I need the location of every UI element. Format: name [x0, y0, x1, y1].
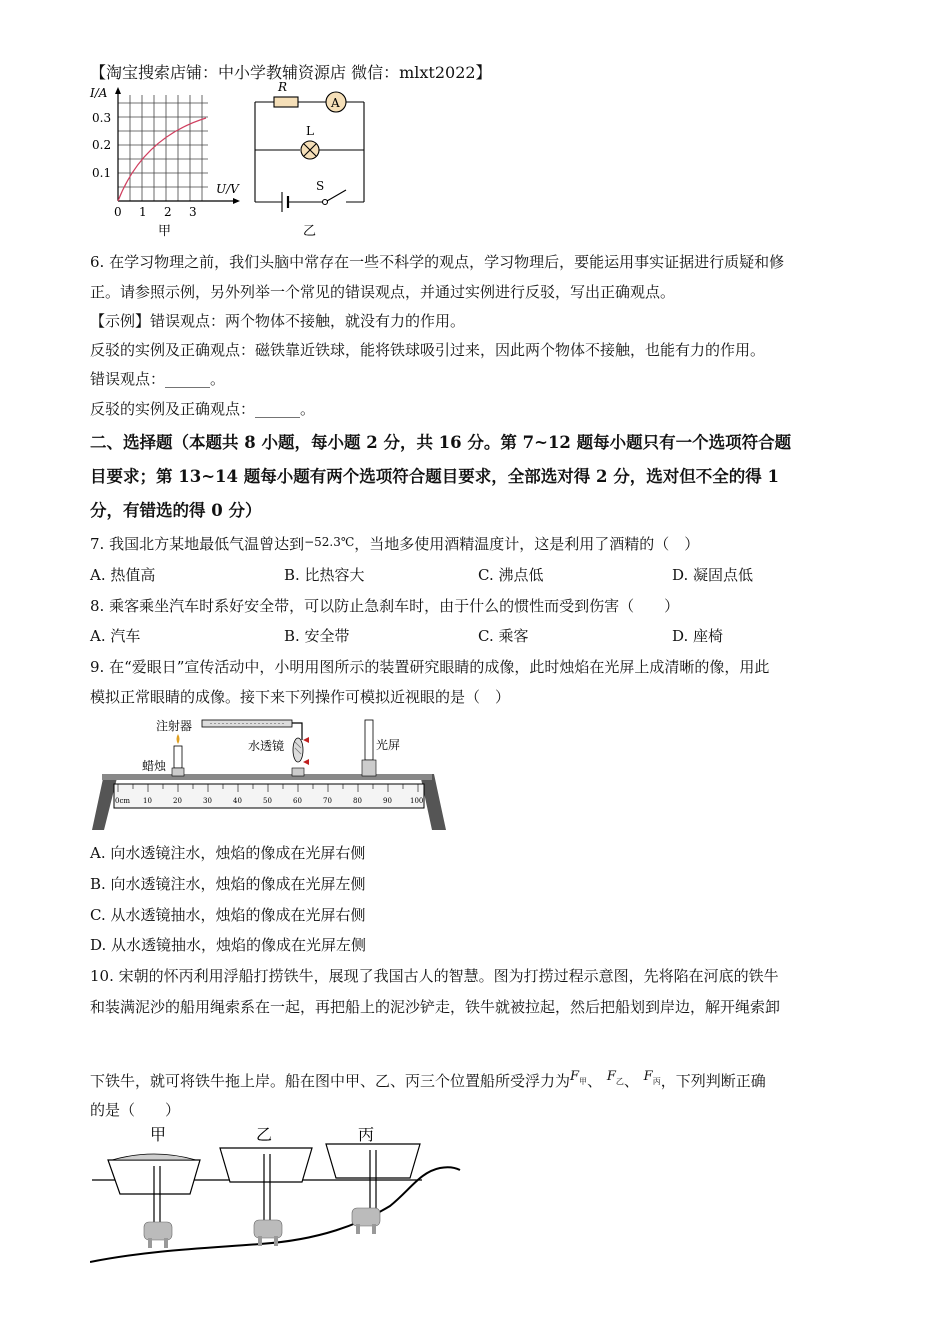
force-f-jia-sub: 甲 [579, 1077, 588, 1086]
label-syringe: 注射器 [156, 719, 193, 733]
ruler-tick-30: 30 [203, 797, 212, 805]
circuit-caption: 乙 [303, 224, 317, 239]
q8-option-c[interactable]: C. 乘客 [478, 627, 529, 645]
graph-ylabel: I/A [90, 86, 108, 100]
ruler-tick-20: 20 [173, 797, 182, 805]
q6-line-2: 正。请参照示例，另外列举一个常见的错误观点，并通过实例进行反驳，写出正确观点。 [90, 283, 676, 301]
candle [172, 734, 184, 776]
graph-xtick-1: 1 [139, 205, 147, 219]
iu-graph-figure [88, 85, 248, 240]
q7-option-a[interactable]: A. 热值高 [90, 566, 156, 584]
ruler-tick-40: 40 [233, 797, 242, 805]
circuit-label-a: A [331, 96, 340, 110]
iu-curve [118, 118, 206, 201]
q9-option-b[interactable]: B. 向水透镜注水，烛焰的像成在光屏左侧 [90, 875, 366, 893]
force-f-bing: F [643, 1069, 653, 1084]
water-lens [292, 737, 309, 776]
header-banner: 【淘宝搜索店铺：中小学教辅资源店 微信：mlxt2022】 [90, 63, 492, 82]
ruler-tick-90: 90 [383, 797, 392, 805]
q10-line-3 [90, 1069, 766, 1091]
graph-ytick-2: 0.1 [92, 166, 112, 180]
graph-xlabel: U/V [216, 182, 239, 196]
label-screen: 光屏 [376, 738, 401, 752]
boat-yi [220, 1148, 312, 1246]
q7-stem-b: ，当地多使用酒精温度计，这是利用了酒精的（ ） [354, 535, 700, 553]
light-screen [362, 720, 376, 776]
boat-label-bing: 丙 [358, 1125, 375, 1144]
ruler-tick-50: 50 [263, 797, 272, 805]
ruler-tick-10: 10 [143, 797, 152, 805]
circuit-label-r: R [278, 80, 288, 94]
q10-line-3a: 下铁牛，就可将铁牛拖上岸。船在图中甲、乙、丙三个位置船所受浮力为 [90, 1072, 571, 1090]
q8-option-d[interactable]: D. 座椅 [672, 627, 724, 645]
ruler-tick-100: 100 [410, 797, 424, 805]
q7-option-d[interactable]: D. 凝固点低 [672, 566, 754, 584]
q9-option-a[interactable]: A. 向水透镜注水，烛焰的像成在光屏右侧 [90, 844, 366, 862]
boats-figure [90, 1124, 465, 1269]
circuit-label-l: L [306, 124, 314, 138]
q6-example-2: 反驳的实例及正确观点：磁铁靠近铁球，能将铁球吸引过来，因此两个物体不接触，也能有力的作用。 [90, 341, 766, 359]
q9-option-c[interactable]: C. 从水透镜抽水，烛焰的像成在光屏右侧 [90, 906, 366, 924]
force-f-yi: F [606, 1069, 616, 1084]
circuit-label-s: S [316, 179, 325, 193]
syringe [202, 720, 302, 740]
q10-line-3b: ，下列判断正确 [660, 1072, 766, 1090]
boat-label-jia: 甲 [150, 1125, 167, 1144]
graph-ytick-1: 0.2 [92, 138, 112, 152]
q10-sep-2: 、 [623, 1072, 639, 1090]
graph-caption: 甲 [158, 224, 172, 239]
force-f-bing-sub: 丙 [652, 1077, 661, 1086]
ruler-tick-70: 70 [323, 797, 332, 805]
q7-option-b[interactable]: B. 比热容大 [284, 566, 365, 584]
graph-ytick-0: 0.3 [92, 111, 112, 125]
boat-bing [326, 1144, 420, 1234]
ruler-tick-80: 80 [353, 797, 362, 805]
q6-blank-1: 错误观点：______。 [90, 370, 226, 388]
q10-sep-1: 、 [587, 1072, 603, 1090]
circuit-figure [248, 80, 378, 240]
q7-stem-a: 7. 我国北方某地最低气温曾达到 [90, 535, 305, 553]
q10-line-4: 的是（ ） [90, 1101, 181, 1119]
q7-stem [90, 533, 699, 554]
q6-blank-2: 反驳的实例及正确观点：______。 [90, 400, 316, 418]
graph-xtick-2: 2 [164, 205, 172, 219]
force-f-jia: F [570, 1069, 580, 1084]
graph-xtick-0: 0 [114, 205, 122, 219]
label-water-lens: 水透镜 [248, 739, 285, 753]
label-candle: 蜡烛 [142, 759, 167, 773]
q6-example-1: 【示例】错误观点：两个物体不接触，就没有力的作用。 [90, 312, 466, 330]
q9-line-1: 9. 在“爱眼日”宣传活动中，小明用图所示的装置研究眼睛的成像，此时烛焰在光屏上成清晰的像，用此 [90, 658, 770, 676]
q8-option-a[interactable]: A. 汽车 [90, 627, 141, 645]
q9-option-d[interactable]: D. 从水透镜抽水，烛焰的像成在光屏左侧 [90, 936, 367, 954]
section2-line-2: 目要求；第 13~14 题每小题有两个选项符合题目要求，全部选对得 2 分，选对但不全的得 1 [90, 467, 779, 486]
q7-option-c[interactable]: C. 沸点低 [478, 566, 544, 584]
q6-line-1: 6. 在学习物理之前，我们头脑中常存在一些不科学的观点，学习物理后，要能运用事实证据进行质疑和修 [90, 253, 785, 271]
optical-bench-figure [90, 712, 450, 834]
boat-jia [108, 1154, 200, 1248]
q10-line-2: 和装满泥沙的船用绳索系在一起，再把船上的泥沙铲走，铁牛就被拉起，然后把船划到岸边，解开绳索卸 [90, 998, 781, 1016]
q9-line-2: 模拟正常眼睛的成像。接下来下列操作可模拟近视眼的是（ ） [90, 688, 511, 706]
ruler-tick-60: 60 [293, 797, 302, 805]
section2-line-1: 二、选择题（本题共 8 小题，每小题 2 分，共 16 分。第 7~12 题每小题只有一个选项符合题 [90, 433, 792, 452]
ruler-tick-0: 0cm [115, 797, 131, 805]
q8-option-b[interactable]: B. 安全带 [284, 627, 350, 645]
q8-stem: 8. 乘客乘坐汽车时系好安全带，可以防止急刹车时，由于什么的惯性而受到伤害（ ） [90, 597, 680, 615]
q10-line-1: 10. 宋朝的怀丙利用浮船打捞铁牛，展现了我国古人的智慧。图为打捞过程示意图，先将陷在河底的铁牛 [90, 967, 779, 985]
graph-xtick-3: 3 [189, 205, 197, 219]
section2-line-3: 分，有错选的得 0 分） [90, 501, 262, 520]
q7-temperature: −52.3℃ [304, 535, 355, 549]
force-f-yi-sub: 乙 [615, 1077, 624, 1086]
boat-label-yi: 乙 [256, 1125, 273, 1144]
